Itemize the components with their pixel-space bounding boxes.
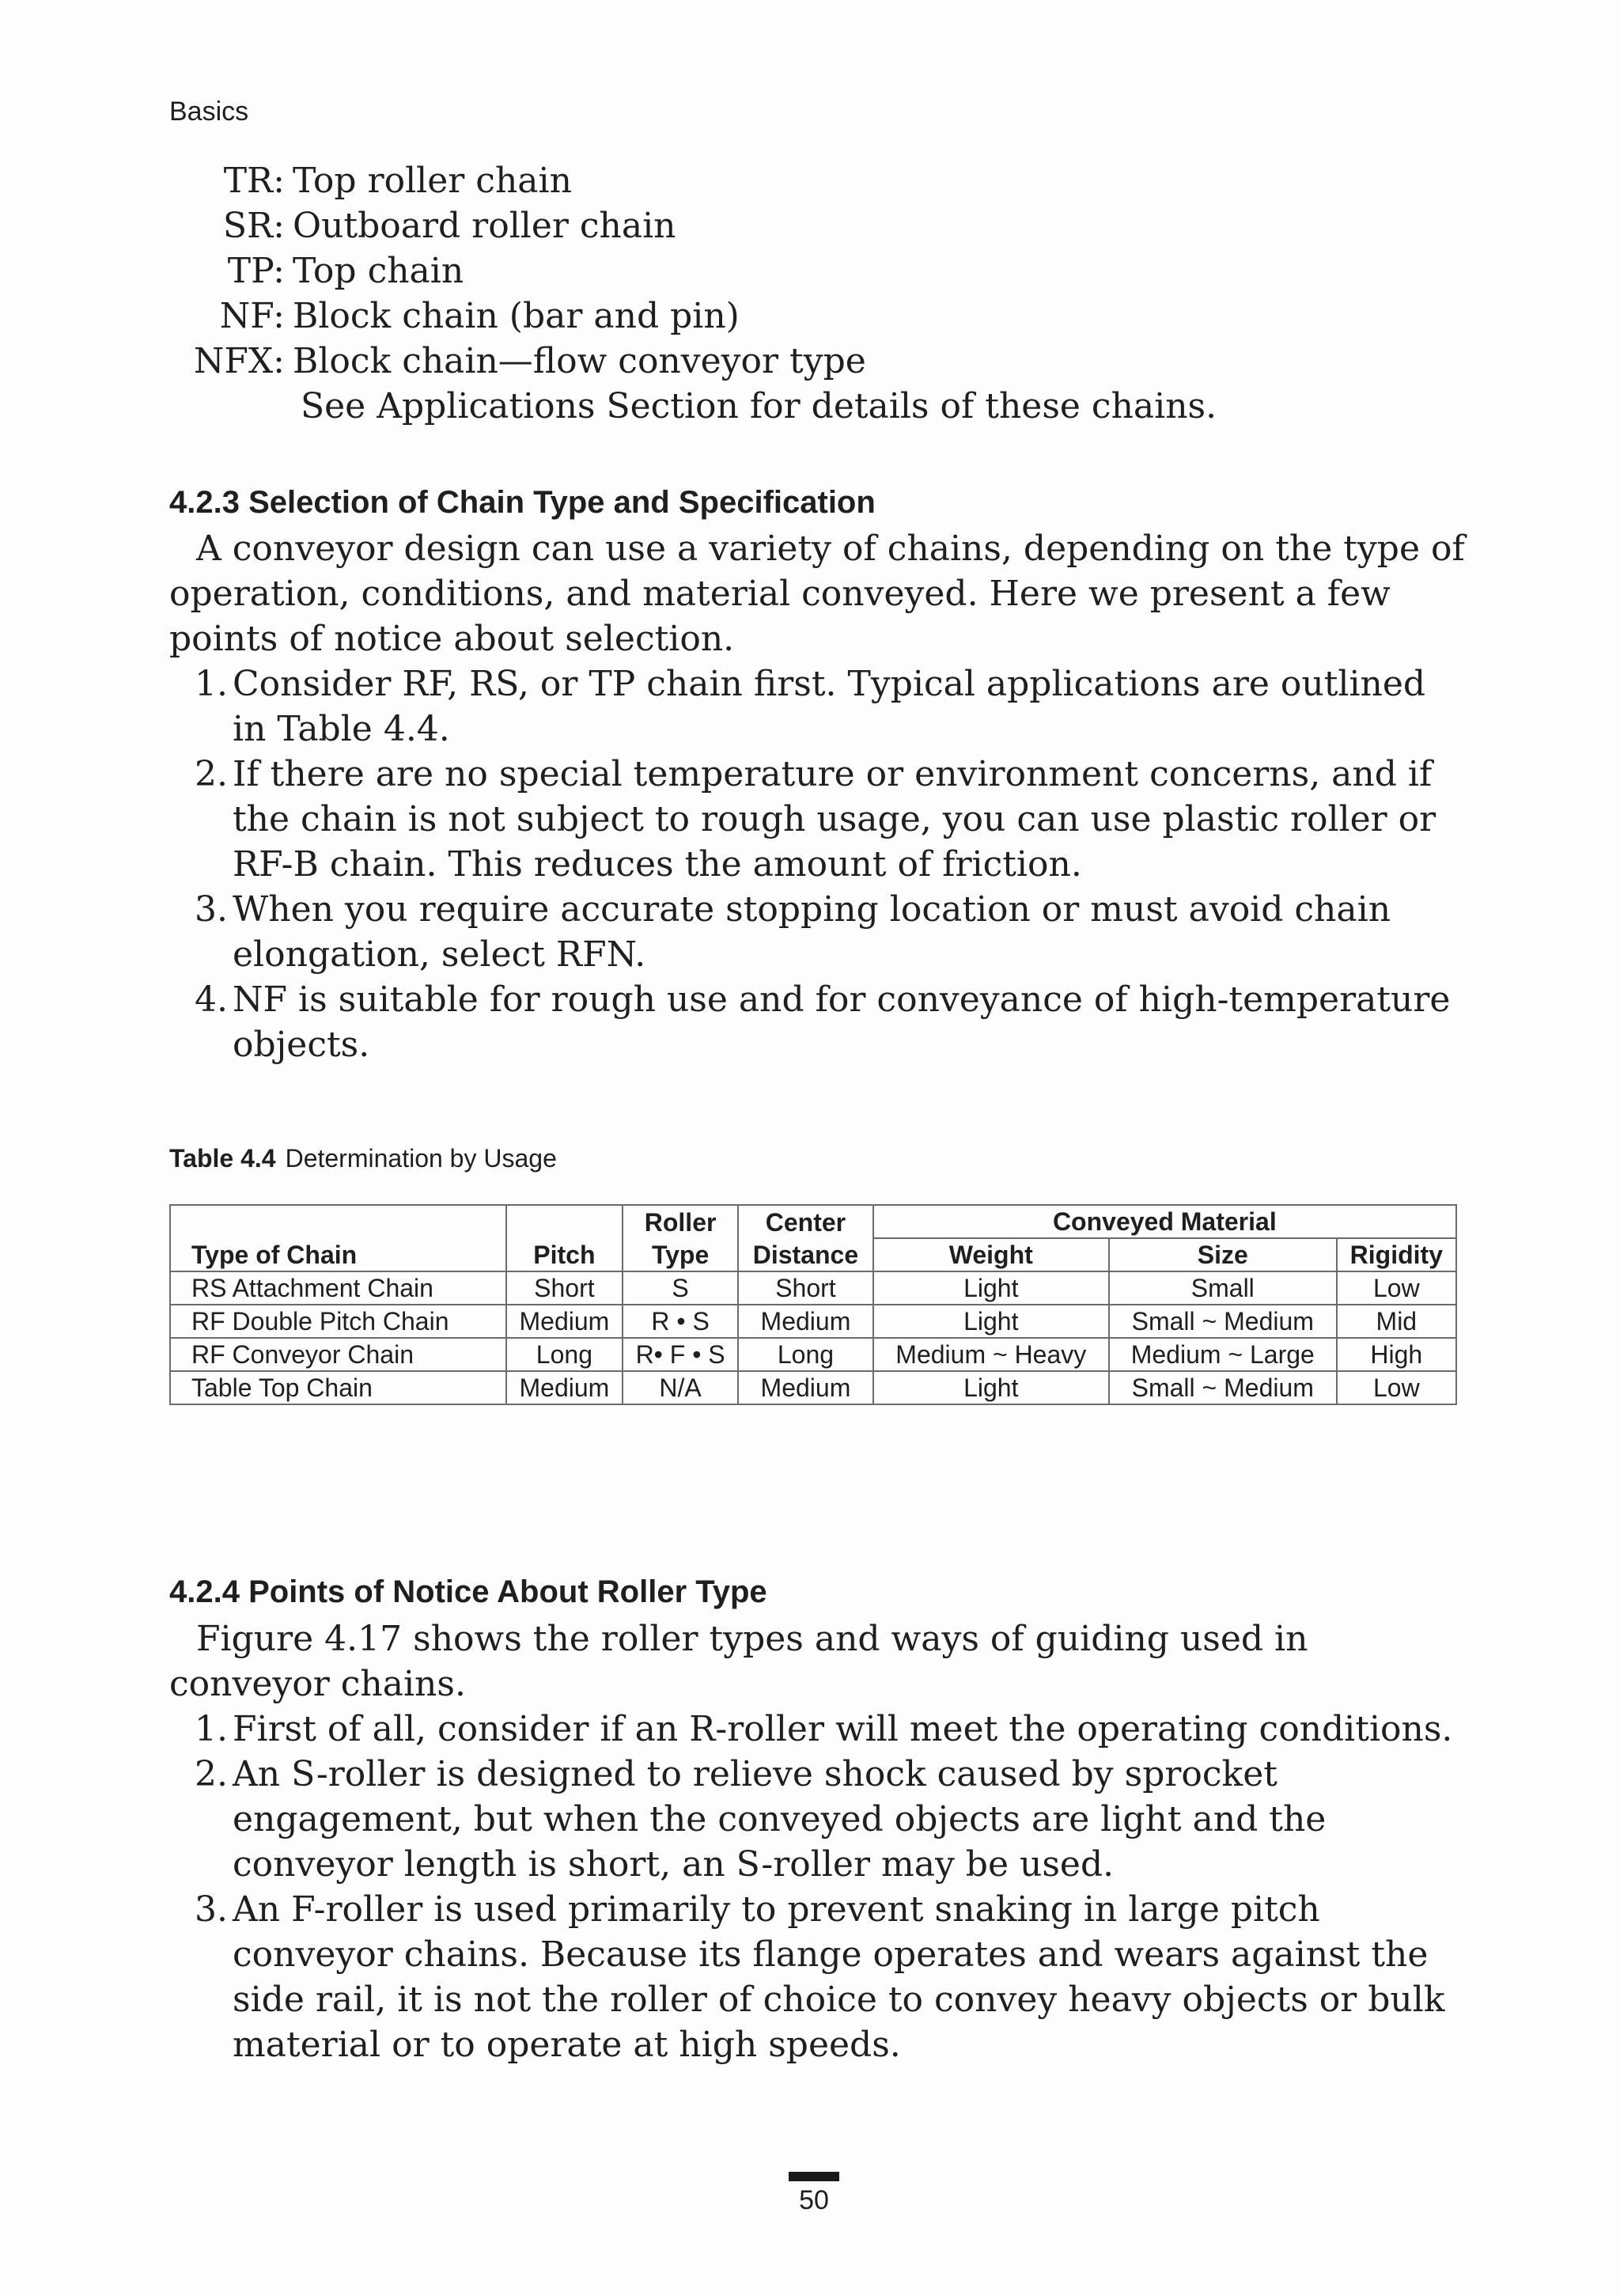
table-cell: RF Double Pitch Chain (170, 1305, 506, 1338)
list-text: NF is suitable for rough use and for conveyance of high-temperature objects. (233, 979, 1451, 1065)
table-cell: Light (873, 1305, 1109, 1338)
list-number: 4. (195, 979, 228, 1020)
header-cell: Size (1109, 1238, 1337, 1271)
abbreviation-code: NFX: (193, 341, 285, 381)
list-item (169, 1707, 1467, 1752)
abbreviation-description: Top roller chain (293, 161, 572, 201)
abbreviation-code: TR: (223, 161, 285, 201)
abbreviation-note: See Applications Section for details of these chains. (301, 386, 1217, 426)
table-label: Table 4.4 (169, 1144, 276, 1173)
table-cell: Medium (738, 1371, 872, 1404)
header-cell: Roller (623, 1205, 738, 1238)
abbreviation-description: Outboard roller chain (293, 206, 676, 246)
table-cell: Light (873, 1271, 1109, 1305)
table-cell: Mid (1337, 1305, 1456, 1338)
numbered-list (169, 1707, 1467, 2067)
list-number: 2. (195, 1754, 228, 1794)
header-cell (506, 1205, 623, 1238)
header-cell: Rigidity (1337, 1238, 1456, 1271)
table-cell: Table Top Chain (170, 1371, 506, 1404)
table-cell: N/A (623, 1371, 738, 1404)
table-cell: Small ~ Medium (1109, 1305, 1337, 1338)
list-item (169, 752, 1467, 887)
abbreviation-item (169, 158, 1217, 203)
list-item (169, 887, 1467, 977)
table-cell: Medium ~ Heavy (873, 1338, 1109, 1371)
list-number: 2. (195, 754, 228, 794)
table-cell: RS Attachment Chain (170, 1271, 506, 1305)
numbered-list (169, 661, 1467, 1067)
table-row (170, 1271, 1456, 1305)
page-number-bar (789, 2172, 839, 2181)
abbreviation-item (169, 294, 1217, 339)
table-title: Determination by Usage (285, 1144, 557, 1173)
header-cell: Center (738, 1205, 872, 1238)
list-text: When you require accurate stopping location or must avoid chain elongation, select RFN. (233, 889, 1391, 975)
header-cell (170, 1205, 506, 1238)
table-cell: Small ~ Medium (1109, 1371, 1337, 1404)
table-cell: Low (1337, 1371, 1456, 1404)
table-cell: S (623, 1271, 738, 1305)
table-cell: Medium (738, 1305, 872, 1338)
table-cell: Low (1337, 1271, 1456, 1305)
list-text: An S-roller is designed to relieve shock caused by sprocket engagement, but when the conveyed objects are light and the conveyor length is short, an S-roller may be used. (233, 1754, 1327, 1885)
table-cell: R• F • S (623, 1338, 738, 1371)
table-cell: Long (738, 1338, 872, 1371)
table-cell: Short (506, 1271, 623, 1305)
header-cell: Conveyed Material (873, 1205, 1456, 1238)
abbreviation-item (169, 203, 1217, 248)
section-heading: 4.2.4 Points of Notice About Roller Type (169, 1574, 767, 1609)
abbreviation-description: Block chain (bar and pin) (293, 296, 740, 336)
list-text: An F-roller is used primarily to prevent snaking in large pitch conveyor chains. Because its flange operates and wears against the side rail, it is not the roller of choice to convey heavy objects or bulk material or to operate at high speeds. (233, 1889, 1445, 2065)
abbreviation-description: Top chain (293, 251, 464, 291)
header-cell: Distance (738, 1238, 872, 1271)
running-head: Basics (169, 97, 249, 127)
header-cell: Type of Chain (170, 1238, 506, 1271)
abbreviation-list (169, 158, 1217, 429)
list-number: 3. (195, 1889, 228, 1930)
abbreviation-item (169, 339, 1217, 384)
table-cell: Small (1109, 1271, 1337, 1305)
table-cell: Medium ~ Large (1109, 1338, 1337, 1371)
table-row (170, 1338, 1456, 1371)
table-cell: Short (738, 1271, 872, 1305)
abbreviation-code: SR: (222, 206, 285, 246)
page-number: 50 (799, 2185, 829, 2215)
list-number: 1. (195, 1709, 228, 1749)
section-intro: Figure 4.17 shows the roller types and ways of guiding used in conveyor chains. (169, 1619, 1308, 1704)
list-text: Consider RF, RS, or TP chain first. Typical applications are outlined in Table 4.4. (233, 664, 1426, 749)
table-cell: High (1337, 1338, 1456, 1371)
list-item (169, 1887, 1467, 2067)
list-item (169, 1752, 1467, 1887)
table-caption (169, 1144, 557, 1173)
section-intro: A conveyor design can use a variety of chains, depending on the type of operation, conditions, and material conveyed. Here we present a few points of notice about selection. (169, 529, 1465, 659)
abbreviation-code: TP: (227, 251, 285, 291)
list-item (169, 661, 1467, 752)
table-cell: Medium (506, 1305, 623, 1338)
table-cell: Long (506, 1338, 623, 1371)
abbreviation-item (169, 248, 1217, 294)
abbreviation-code: NF: (219, 296, 285, 336)
table-row (170, 1371, 1456, 1404)
list-text: First of all, consider if an R-roller will meet the operating conditions. (233, 1709, 1453, 1749)
list-number: 3. (195, 889, 228, 930)
list-text: If there are no special temperature or environment concerns, and if the chain is not subject to rough usage, you can use plastic roller or RF-B chain. This reduces the amount of friction. (233, 754, 1436, 885)
header-cell: Type (623, 1238, 738, 1271)
list-item (169, 977, 1467, 1067)
header-cell: Pitch (506, 1238, 623, 1271)
usage-table (169, 1204, 1457, 1405)
table-cell: R • S (623, 1305, 738, 1338)
section-heading: 4.2.3 Selection of Chain Type and Specification (169, 485, 876, 520)
abbreviation-description: Block chain—flow conveyor type (293, 341, 866, 381)
table-cell: RF Conveyor Chain (170, 1338, 506, 1371)
table-cell: Light (873, 1371, 1109, 1404)
table-row (170, 1305, 1456, 1338)
table-cell: Medium (506, 1371, 623, 1404)
list-number: 1. (195, 664, 228, 704)
header-cell: Weight (873, 1238, 1109, 1271)
